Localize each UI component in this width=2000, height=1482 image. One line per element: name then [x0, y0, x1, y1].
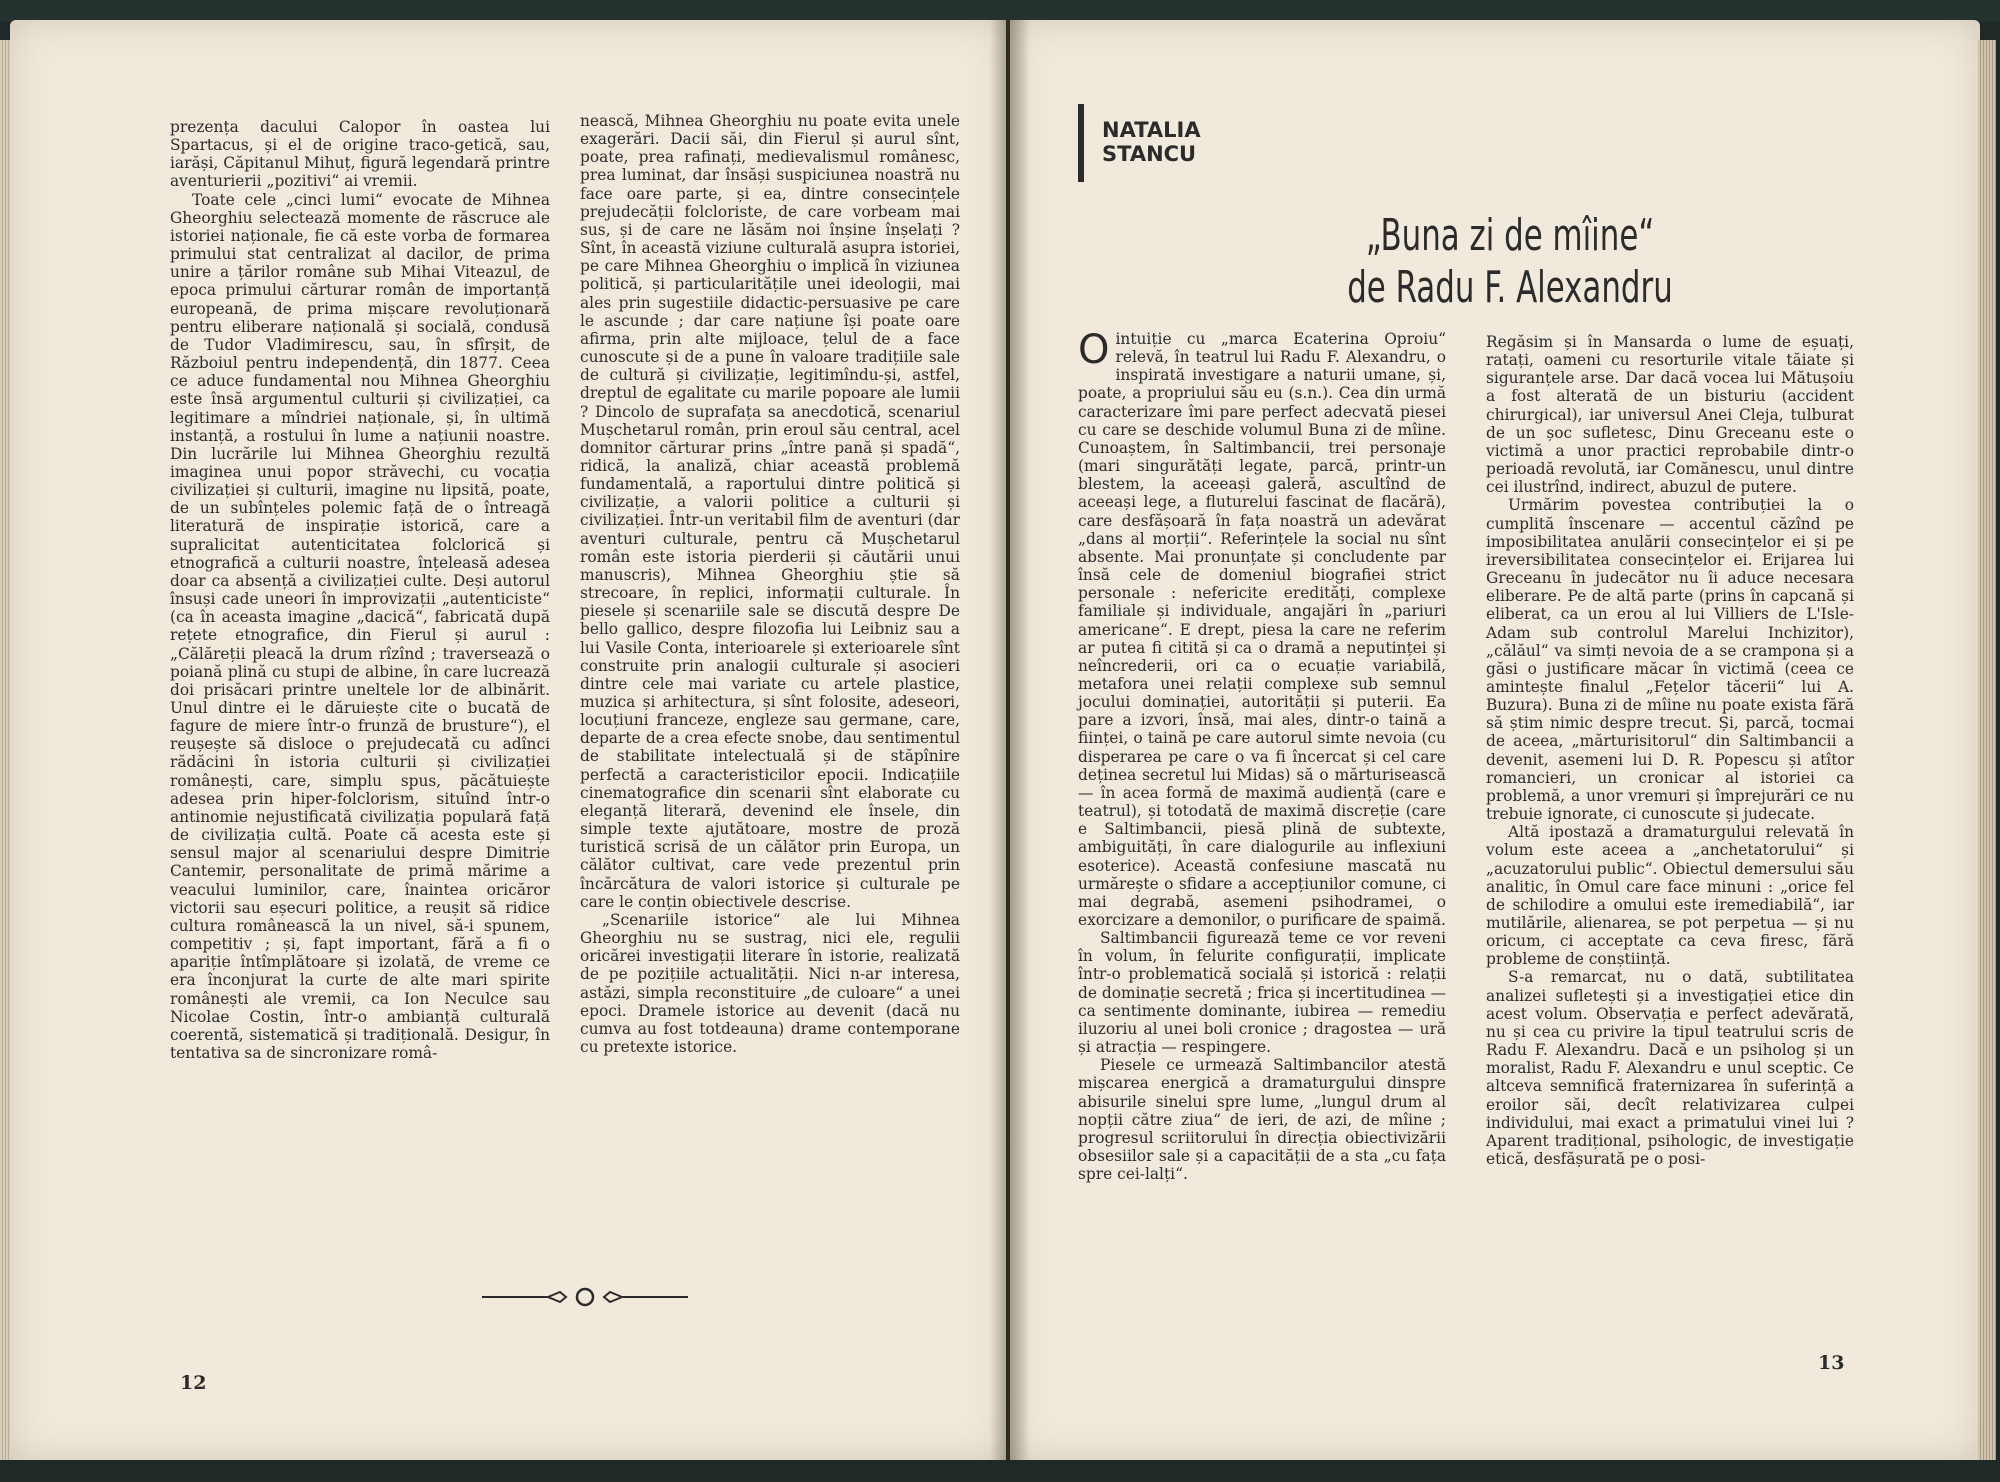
- column-1-paragraph-2: Toate cele „cinci lumi“ evocate de Mihnea Gheorghiu selectează momente de răscruce ale istoriei naționale, fie că este vorba de formarea primului stat centralizat al dacilor, de prima unire a țărilor române sub Mihai Viteazul, de epoca primului cărturar român de importanță europeană, de prima mișcare revoluționară pentru eliberare națională și socială, condusă de Tudor Vladimirescu, sau, în sfîrșit, de Războiul pentru independență, din 1877. Ceea ce aduce fundamental nou Mihnea Gheorghiu este însă argumentul culturii și civilizației, ca legitimare a mîndriei naționale, și, în ultimă instanță, a rostului în lume a națiunii noastre. Din lucrările lui Mihnea Gheorghiu rezultă imaginea unui popor străvechi, cu vocația civilizației și culturii, imagine nu lipsită, poate, de un subînțeles polemic față de o întreagă literatură de inspirație istorică, care a supralicitat autenticitatea folclorică și etnografică a culturii noastre, înțeleasă adesea doar ca absență a civilizației culte. Deși autorul însuși cade uneori în improvizații „autenticiste“ (ca în aceasta imagine „dacică“, fabricată după rețete etnografice, din Fierul și aurul : „Călăreții pleacă la drum rîzînd ; traversează o poiană plină cu stupi de albine, în care lucrează doi prisăcari printre uneltele lor de albinărit. Unul dintre ei le dăruiește cite o bucată de fagure de miere într-o frunză de brusture“), el reușește să disloce o prejudecată cu adînci rădăcini în istoria culturii și civilizației românești, care, simplu spus, păcătuiește adesea prin hiper-folclorism, situînd într-o antinomie nejustificată civilizația populară față de civilizația cultă. Poate că acesta este și sensul major al scenariului despre Dimitrie Cantemir, personalitate de primă mărime a veacului luminilor, care, înaintea oricăror victorii sau eșecuri politice, a reușit să ridice cultura românească la un nivel, să-i spunem, competitiv ; și, fapt important, fără a fi o apariție întîmplătoare și izolată, de vreme ce era înconjurat la curte de alte mari spirite românești ale vremii, ca Ion Neculce sau Nicolae Costin, într-o ambianță culturală coerentă, sistematică și tradițională. Desigur, în tentativa sa de sincronizare româ-: [170, 190, 550, 1062]
- author-last-name: STANCU: [1102, 142, 1197, 166]
- author-first-name: NATALIA: [1102, 118, 1201, 142]
- title-line-1: „Buna zi de mîine“: [1365, 210, 1655, 261]
- left-page: [10, 20, 1006, 1460]
- column-2-paragraph-2: „Scenariile istorice“ ale lui Mihnea Gheorghiu nu se sustrag, nici ele, regulii oricărei investigații literare în istorie, realizată de pe pozițiile actualității. Nici n-ar interesa, astăzi, simpla reconstituire „de culoare“ a unei epoci. Dramele istorice au devenit (dacă nu cumva au fost totdeauna) drame contemporane cu pretexte istorice.: [580, 910, 960, 1056]
- page-stack-right-edge: [1978, 40, 1996, 1460]
- column-4-paragraph-4: S-a remarcat, nu o dată, subtilitatea analizei sufletești și a investigației etice din acest volum. Observația e perfect adevărată, nu și cea cu privire la tipul teatrului scris de Radu F. Alexandru. Dacă e un psiholog și un moralist, Radu F. Alexandru e unul sceptic. Ce altceva semnifică fraternizarea în suferință a eroilor săi, decît relativizarea culpei individului, mai exact a primatului vinei lui ? Aparent tradițional, psihologic, de investigație etică, desfășurată pe o posi-: [1486, 968, 1854, 1169]
- section-end-ornament: [480, 1282, 690, 1312]
- page-number-left: 12: [180, 1372, 207, 1394]
- article-column-1: [170, 118, 550, 1062]
- article-column-2: [580, 112, 960, 1056]
- article-title: [1253, 210, 1768, 314]
- author-rule: [1078, 104, 1084, 182]
- article-author: [1102, 118, 1201, 166]
- column-3-paragraph-3: Piesele ce urmează Saltimbancilor atestă mișcarea energică a dramaturgului dinspre abisurile sinelui spre lume, „lungul drum al nopții către ziua“ de ieri, de azi, de mîine ; progresul scriitorului în direcția obiectivizării obsesiilor sale și a capacității de a sta „cu fața spre cei-lalți“.: [1078, 1056, 1446, 1184]
- drop-cap: O: [1078, 327, 1110, 373]
- column-4-paragraph-3: Altă ipostază a dramaturgului relevată în volum este aceea a „anchetatorului“ și „acuzatorului public“. Obiectul demersului său analitic, în Omul care face minuni : „orice fel de schilodire a omului este iremediabilă“, iar mutilările, alienarea, se pot perpetua — și nu oricum, ci acceptate ca ceva firesc, fără probleme de conștiință.: [1486, 823, 1854, 969]
- column-3-paragraph-1: [1078, 327, 1446, 929]
- column-3-paragraph-1-text: intuiție cu „marca Ecaterina Oproiu“ relevă, în teatrul lui Radu F. Alexandru, o inspirată investigare a naturii umane, și, poate, a propriului său eu (s.n.). Cea din urmă caracterizare îmi pare perfect adecvată piesei cu care se deschide volumul Buna zi de mîine. Cunoaștem, în Saltimbancii, trei personaje (mari singurătăți legate, parcă, printr-un blestem, la aceeași galeră, ascultînd de aceeași lege, a fluturelui fascinat de flacără), care desfășoară în fața noastră un adevărat „dans al morții“. Referințele la social nu sînt absente. Mai pronunțate și concludente par însă cele de domeniul biografiei strict personale : nefericite eredități, complexe familiale și individuale, angajări în „pariuri americane“. E drept, piesa la care ne referim ar putea fi citită și ca o dramă a neputinței și neîncrederii, ori ca o ecuație variabilă, metafora unei relații complexe sub semnul jocului dominației, autorității și puterii. Ea pare a izvori, însă, mai ales, dintr-o taină a ființei, o taină pe care autorul simte nevoia (cu disperarea pe care o va fi încercat și cel care deținea secretul lui Midas) să o mărturisească — în acea formă de maximă audiență (care e teatrul), și totodată de maximă discreție (care e Saltimbancii, piesă plină de subtexte, ambiguități, în care dialogurile au inflexiuni esoterice). Această confesiune mascată nu urmărește o sfidare a accepțiunilor comune, ci mai degrabă, asemeni psihodramei, o exorcizare a demonilor, o purificare de spaimă.: [1078, 330, 1446, 929]
- title-line-2: de Radu F. Alexandru: [1347, 262, 1673, 313]
- column-1-paragraph-1: prezența dacului Calopor în oastea lui Spartacus, și el de origine traco-getică, sau, iarăși, Căpitanul Mihuț, figură legendară printre aventurierii „pozitivi“ ai vremii.: [170, 118, 550, 191]
- article-column-3: [1078, 327, 1446, 1184]
- column-4-paragraph-1: Regăsim și în Mansarda o lume de eșuați, ratați, oameni cu resorturile vitale tăiate și siguranțele arse. Dar dacă vocea lui Mătușoiu a fost alterată de un bisturiu (accident chirurgical), iar universul Anei Cleja, tulburat de un șoc sufletesc, Dinu Greceanu este o victimă a unor practici reprobabile dintr-o perioadă revolută, iar Comănescu, unul dintre cei ilustrînd, indirect, abuzul de putere.: [1486, 333, 1854, 497]
- book-binding-top: [0, 0, 2000, 22]
- article-column-4: [1486, 333, 1854, 1168]
- book-gutter: [990, 20, 1030, 1460]
- column-4-paragraph-2: Urmărim povestea contribuției la o cumplită înscenare — accentul căzînd pe imposibilitatea anulării consecințelor ei și pe ireversibilitatea consecințelor ei. Erijarea lui Greceanu în judecător nu îi aduce necesara eliberare. Pe de altă parte (prins în capcană și eliberat, ca un erou al lui Villiers de L'Isle-Adam sub controlul Marelui Inchizitor), „călăul“ va simți nevoia de a se crampona și a găsi o justificare măcar în victimă (ceea ce amintește finalul „Fețelor tăcerii“ lui A. Buzura). Buna zi de mîine nu poate exista fără să știm nimic despre trecut. Și, parcă, tocmai de aceea, „mărturisitorul“ din Saltimbancii a devenit, asemeni lui D. R. Popescu și atîtor romancieri, un cronicar al istoriei ca problemă, a unor vremuri și împrejurări ce nu trebuie ignorate, ci cunoscute și judecate.: [1486, 496, 1854, 824]
- column-2-paragraph-1: nească, Mihnea Gheorghiu nu poate evita unele exagerări. Dacii săi, din Fierul și aurul sînt, poate, prea rafinați, medievalismul românesc, prea luminat, dar însăși suspiciunea noastră nu face oare parte, și ea, dintre consecințele prejudecății folcloriste, de care vorbeam mai sus, și de care ne lăsăm noi înșine înșelați ? Sînt, în această viziune culturală asupra istoriei, pe care Mihnea Gheorghiu o implică în viziunea politică, și particularitățile unei ideologii, mai ales prin sugestiile didactic-persuasive pe care le ascunde ; dar care națiune își poate oare afirma, prin alte mijloace, țelul de a face cunoscute și de a pune în valoare tradițiile sale de cultură și civilizație, legitimîndu-și, astfel, dreptul de egalitate cu marile popoare ale lumii ? Dincolo de suprafața sa anecdotică, scenariul Mușchetarul român, prin eroul său central, acel domnitor cărturar prins „între pană și spadă“, ridică, la analiză, chiar această problemă fundamentală, a raportului dintre politică și civilizație, a valorii politice a culturii și civilizației. Într-un veritabil film de aventuri (dar aventuri culturale, pentru că Mușchetarul român este istoria pierderii și căutării unui manuscris), Mihnea Gheorghiu știe să strecoare, în replici, informații culturale. În piesele și scenariile sale se discută despre De bello gallico, despre filozofia lui Leibniz sau a lui Vasile Conta, interioarele și exterioarele sînt construite prin analogii culturale și asocieri dintre cele mai variate cu artele plastice, muzica și arhitectura, și sînt folosite, adeseori, locuțiuni franceze, engleze sau germane, care, departe de a crea efecte snobe, dau sentimentul de stabilitate intelectuală și de stăpînire perfectă a caracteristicilor epocii. Indicațiile cinematografice din scenarii sînt elaborate cu eleganță literară, devenind ele însele, din simple texte ajutătoare, mostre de proză turistică scrisă de un călător prin Europa, un călător cultivat, care vede prezentul prin încărcătura de valori istorice și culturale pe care le conțin obiectivele descrise.: [580, 112, 960, 911]
- page-number-right: 13: [1818, 1352, 1845, 1374]
- column-3-paragraph-2: Saltimbancii figurează teme ce vor reveni în volum, în felurite configurații, implicate într-o problematică socială și istorică : relații de dominație secretă ; frica și incertitudinea — ca sentimente dominante, iubirea — remediu iluzoriu al unei boli cronice ; dragostea — ură și atracția — respingere.: [1078, 929, 1446, 1057]
